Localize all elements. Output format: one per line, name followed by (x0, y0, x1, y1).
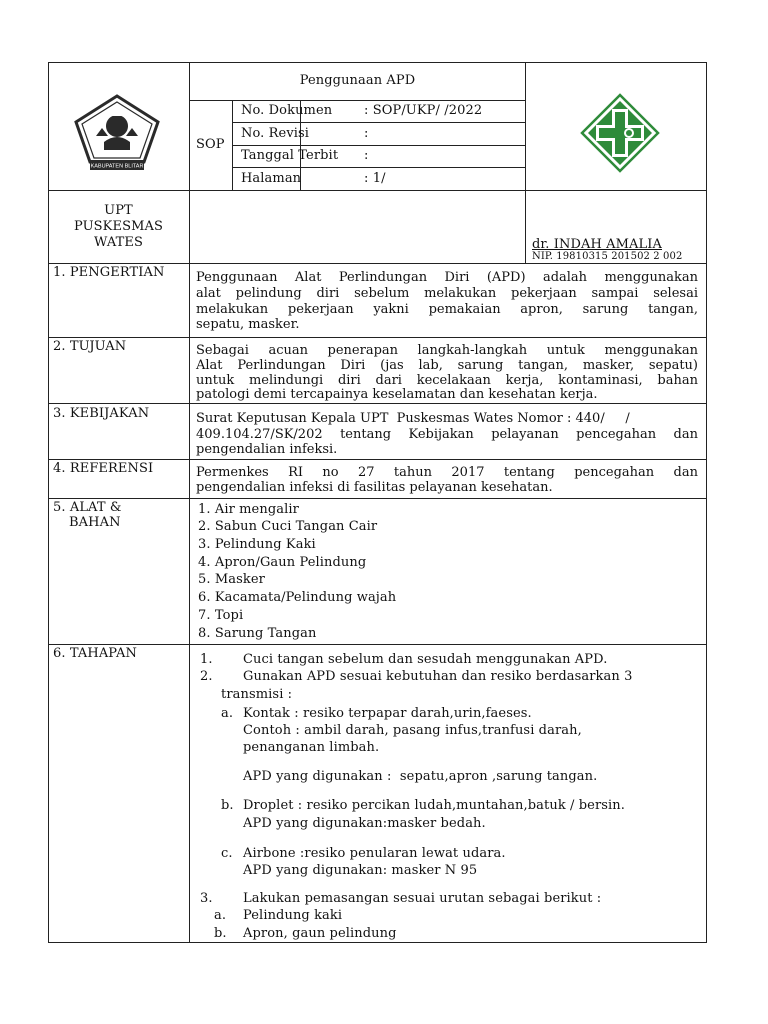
sop-label: SOP (196, 137, 225, 152)
substep-c-line-2: APD yang digunakan: masker N 95 (243, 863, 478, 878)
substep-b-line-2: APD yang digunakan:masker bedah. (243, 816, 486, 831)
list-item: 6. Kacamata/Pelindung wajah (198, 590, 397, 605)
list-item: 2. Sabun Cuci Tangan Cair (198, 519, 378, 534)
section-label-kebijakan: 3. KEBIJAKAN (53, 406, 150, 421)
step-2-continuation: transmisi : (221, 687, 293, 702)
list-item: 5. Masker (198, 572, 265, 587)
tujuan-line-3: untuk melindungi diri dari kecelakaan kerja, kontaminasi, bahan (196, 373, 698, 388)
step-1-text: Cuci tangan sebelum dan sesudah menggunakan APD. (243, 652, 608, 667)
field-label-no-revisi: No. Revisi (241, 126, 310, 141)
field-value-no-dokumen: : SOP/UKP/ /2022 (364, 103, 483, 118)
kebijakan-line-3: pengendalian infeksi. (196, 442, 338, 457)
signer-nip: NIP. 19810315 201502 2 002 (532, 251, 683, 262)
pengertian-line-3: melakukan pekerjaan yakni pemakaian apron, sarung tangan, (196, 302, 698, 317)
substep-a-line-3: penanganan limbah. (243, 740, 380, 755)
emblem-caption: KABUPATEN BLITAR (90, 163, 144, 170)
substep-c-marker: c. (221, 846, 233, 861)
pengertian-line-2: alat pelindung diri sebelum melakukan pekerjaan sampai selesai (196, 286, 698, 301)
org-name-line-2: PUSKESMAS (74, 219, 163, 234)
step-3-number: 3. (200, 891, 213, 906)
pengertian-line-4: sepatu, masker. (196, 317, 300, 332)
list-item: 8. Sarung Tangan (198, 626, 317, 641)
puskesmas-logo-icon (580, 93, 660, 173)
step-2-text: Gunakan APD sesuai kebutuhan dan resiko berdasarkan 3 (243, 669, 633, 684)
substep-b-line-1: Droplet : resiko percikan ludah,muntahan,batuk / bersin. (243, 798, 626, 813)
list-item: 1. Air mengalir (198, 502, 299, 517)
substep-c-line-1: Airbone :resiko penularan lewat udara. (243, 846, 506, 861)
step-1-number: 1. (200, 652, 213, 667)
section-label-tujuan: 2. TUJUAN (53, 339, 127, 354)
tujuan-line-2: Alat Perlindungan Diri (jas lab, sarung tangan, masker, sepatu) (196, 358, 698, 373)
org-name-line-3: WATES (94, 235, 143, 250)
tujuan-line-4: patologi demi tercapainya keselamatan dan kesehatan kerja. (196, 387, 598, 402)
field-value-tanggal-terbit: : (364, 148, 369, 163)
org-name-line-1: UPT (104, 203, 133, 218)
field-value-halaman: : 1/ (364, 171, 386, 186)
substep-a-line-2: Contoh : ambil darah, pasang infus,tranfusi darah, (243, 723, 582, 738)
kebijakan-line-2: 409.104.27/SK/202 tentang Kebijakan pelayanan pencegahan dan (196, 427, 698, 442)
field-label-halaman: Halaman (241, 171, 302, 186)
step-2-number: 2. (200, 669, 213, 684)
pengertian-line-1: Penggunaan Alat Perlindungan Diri (APD) adalah menggunakan (196, 270, 698, 285)
substep-b-marker: b. (221, 798, 234, 813)
substep-a-marker: a. (221, 706, 234, 721)
kabupaten-emblem-icon (72, 92, 162, 174)
list-item: 4. Apron/Gaun Pelindung (198, 555, 367, 570)
list-item: 3. Pelindung Kaki (198, 537, 316, 552)
step-3a-text: Pelindung kaki (243, 908, 343, 923)
field-label-no-dokumen: No. Dokumen (241, 103, 333, 118)
section-label-tahapan: 6. TAHAPAN (53, 646, 137, 661)
step-3a-marker: a. (214, 908, 227, 923)
section-label-referensi: 4. REFERENSI (53, 461, 154, 476)
section-label-pengertian: 1. PENGERTIAN (53, 265, 165, 280)
referensi-line-2: pengendalian infeksi di fasilitas pelayanan kesehatan. (196, 480, 553, 495)
field-label-tanggal-terbit: Tanggal Terbit (241, 148, 339, 163)
kebijakan-line-1: Surat Keputusan Kepala UPT Puskesmas Wates Nomor : 440/ / (196, 411, 630, 426)
list-item: 7. Topi (198, 608, 244, 623)
tujuan-line-1: Sebagai acuan penerapan langkah-langkah untuk menggunakan (196, 343, 698, 358)
referensi-line-1: Permenkes RI no 27 tahun 2017 tentang pencegahan dan (196, 465, 698, 480)
section-label-alat-bahan-2: BAHAN (69, 515, 121, 530)
step-3-text: Lakukan pemasangan sesuai urutan sebagai berikut : (243, 891, 602, 906)
step-3b-text: Apron, gaun pelindung (243, 926, 397, 941)
section-label-alat-bahan-1: 5. ALAT & (53, 500, 122, 515)
step-3b-marker: b. (214, 926, 227, 941)
substep-a-line-1: Kontak : resiko terpapar darah,urin,faeses. (243, 706, 532, 721)
document-title: Penggunaan APD (299, 73, 416, 88)
field-value-no-revisi: : (364, 126, 369, 141)
substep-a-apd: APD yang digunakan : sepatu,apron ,sarung tangan. (243, 769, 598, 784)
signer-name: dr. INDAH AMALIA (532, 237, 663, 252)
